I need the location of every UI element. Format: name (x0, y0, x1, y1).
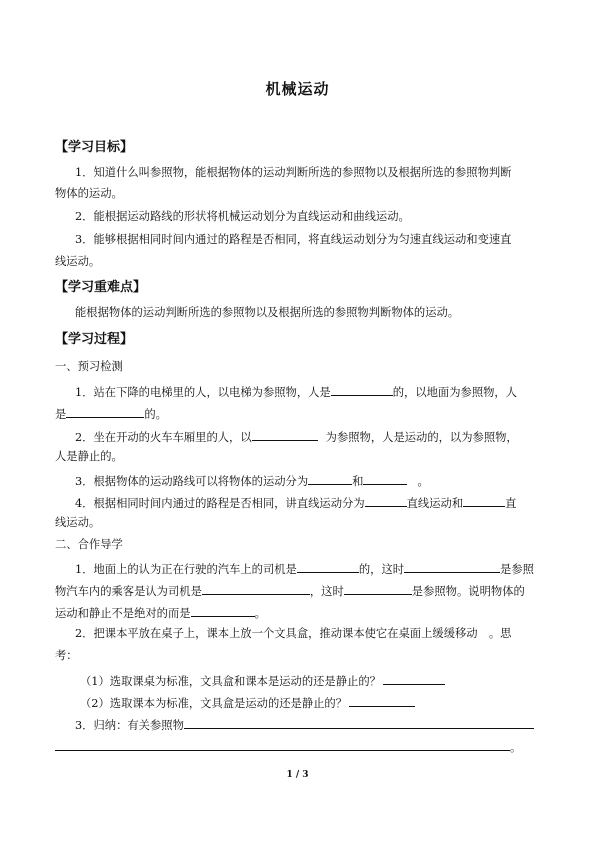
answer-blank[interactable] (66, 405, 144, 418)
preview-q2-line-1: 2．坐在开动的火车车厢里的人，以 为参照物，人是运动的，以为参照物， (75, 428, 518, 445)
answer-blank[interactable] (252, 428, 318, 441)
coop-q1-line-1: 1．地面上的认为正在行驶的汽车上的司机是 的，这时 是参照 (75, 560, 534, 577)
answer-blank[interactable] (308, 472, 352, 485)
objective-3-line-1: 3．能够根据相同时间内通过的路程是否相同，将直线运动划分为匀速直线运动和变速直 (75, 233, 512, 246)
coop-q2-sub-2: （2）选取课本为标准，文具盒是运动的还是静止的？ (80, 694, 415, 711)
answer-blank[interactable] (55, 738, 510, 751)
preview-q1-line-1: 1．站在下降的电梯里的人，以电梯为参照物，人是 的，以地面为参照物，人 (75, 383, 517, 400)
objective-1-line-2: 物体的运动。 (55, 187, 123, 200)
key-point-text: 能根据物体的运动判断所选的参照物以及根据所选的参照物判断物体的运动。 (75, 306, 460, 319)
answer-blank[interactable] (344, 582, 412, 595)
section-heading-key-points: 【学习重难点】 (55, 280, 147, 295)
answer-blank[interactable] (404, 560, 500, 573)
preview-q1-line-2: 是 的。 (55, 405, 167, 422)
answer-blank[interactable] (365, 494, 407, 507)
coop-q2-line-2: 考： (55, 649, 78, 662)
coop-q2-line-1: 2．把课本平放在桌子上，课本上放一个文具盒，推动课本使它在桌面上缓缓移动 。思 (75, 627, 512, 640)
answer-blank[interactable] (202, 582, 310, 595)
page-title: 机械运动 (265, 80, 330, 98)
answer-blank[interactable] (191, 604, 255, 617)
objective-2: 2．能根据运动路线的形状将机械运动划分为直线运动和曲线运动。 (75, 210, 410, 223)
answer-blank[interactable] (349, 694, 415, 707)
preview-q3: 3．根据物体的运动路线可以将物体的运动分为 和 。 (75, 472, 429, 489)
answer-blank[interactable] (184, 716, 534, 729)
coop-q3-line-2: 。 (55, 738, 521, 755)
coop-q1-line-2: 物汽车内的乘客是认为司机是 ，这时 是参照物。说明物体的 (55, 582, 525, 599)
section-heading-process: 【学习过程】 (55, 332, 134, 347)
answer-blank[interactable] (363, 472, 407, 485)
objective-1-line-1: 1．知道什么叫参照物，能根据物体的运动判断所选的参照物以及根据所选的参照物判断 (75, 166, 512, 179)
answer-blank[interactable] (463, 494, 505, 507)
coop-q1-line-3: 运动和静止不是绝对的而是 。 (55, 604, 266, 621)
preview-q4-line-1: 4．根据相同时间内通过的路程是否相同，讲直线运动分为 直线运动和 直 (75, 494, 516, 511)
page-number: 1 / 3 (286, 770, 309, 780)
answer-blank[interactable] (297, 560, 359, 573)
coop-q2-sub-1: （1）选取课桌为标准，文具盒和课本是运动的还是静止的？ (80, 672, 445, 689)
preview-heading: 一、预习检测 (55, 360, 123, 373)
answer-blank[interactable] (383, 672, 445, 685)
coop-heading: 二、合作导学 (55, 538, 123, 551)
objective-3-line-2: 线运动。 (55, 255, 101, 268)
preview-q4-line-2: 线运动。 (55, 516, 101, 529)
section-heading-objectives: 【学习目标】 (55, 140, 134, 155)
coop-q3-line-1: 3．归纳：有关参照物 (75, 716, 534, 733)
preview-q2-line-2: 人是静止的。 (55, 450, 123, 463)
answer-blank[interactable] (331, 383, 393, 396)
